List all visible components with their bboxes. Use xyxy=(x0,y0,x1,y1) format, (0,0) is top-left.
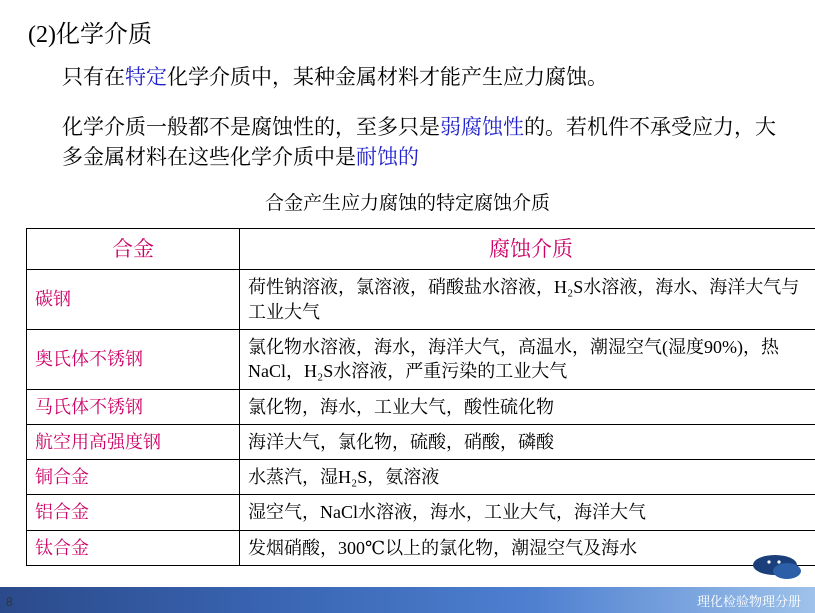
table-cell-alloy: 铜合金 xyxy=(27,460,240,495)
paragraph2-part1: 化学介质一般都不是腐蚀性的，至多只是 xyxy=(62,115,440,139)
table-cell-medium: 水蒸汽，湿H₂S，氨溶液 xyxy=(240,460,815,495)
paragraph1-highlight-specific: 特定 xyxy=(125,65,167,89)
table-row xyxy=(27,530,815,565)
footer-bar xyxy=(0,587,815,613)
table-cell-alloy: 钛合金 xyxy=(27,530,240,565)
table-header-alloy: 合金 xyxy=(27,229,240,270)
table-row xyxy=(27,329,815,389)
footer-brand-label: 理化检验物理分册 xyxy=(696,594,801,609)
table-row xyxy=(27,424,815,459)
table-cell-alloy: 航空用高强度钢 xyxy=(27,424,240,459)
paragraph-chemical-medium-2 xyxy=(62,112,782,173)
table-header-medium: 腐蚀介质 xyxy=(240,229,815,270)
wechat-logo-icon xyxy=(745,553,801,583)
alloy-corrosion-medium-table xyxy=(26,228,815,566)
table-cell-medium: 海洋大气，氯化物，硫酸，硝酸，磷酸 xyxy=(240,424,815,459)
table-cell-medium: 发烟硝酸，300℃以上的氯化物，潮湿空气及海水 xyxy=(240,530,815,565)
table-row xyxy=(27,460,815,495)
table-cell-medium: 湿空气，NaCl水溶液，海水，工业大气，海洋大气 xyxy=(240,495,815,530)
paragraph1-part2: 化学介质中，某种金属材料才能产生应力腐蚀。 xyxy=(167,65,608,89)
table-cell-alloy: 马氏体不锈钢 xyxy=(27,389,240,424)
table-caption: 合金产生应力腐蚀的特定腐蚀介质 xyxy=(264,193,550,214)
table-row xyxy=(27,270,815,330)
paragraph2-highlight-corrosion-resistant: 耐蚀的 xyxy=(356,145,419,170)
paragraph1-part1: 只有在 xyxy=(62,65,125,89)
table-cell-medium: 荷性钠溶液，氯溶液，硝酸盐水溶液，H₂S水溶液，海水、海洋大气与工业大气 xyxy=(240,270,815,330)
table-cell-alloy: 奥氏体不锈钢 xyxy=(27,329,240,389)
table-cell-medium: 氯化物水溶液，海水，海洋大气，高温水，潮湿空气(湿度90%)，热NaCl，H₂S水溶液，严重污染的工业大气 xyxy=(240,329,815,389)
page-number: 8 xyxy=(6,595,13,609)
table-row xyxy=(27,495,815,530)
paragraph-chemical-medium-1 xyxy=(62,62,792,92)
paragraph2-part2: 的。若机件不承受应力，大多金属材料在这些化学介质中是 xyxy=(62,115,776,170)
table-header-row xyxy=(27,229,815,270)
paragraph2-highlight-weak-corrosive: 弱腐蚀性 xyxy=(440,115,524,139)
table-cell-alloy: 碳钢 xyxy=(27,270,240,330)
page-title: (2)化学介质 xyxy=(28,22,152,48)
table-cell-medium: 氯化物，海水，工业大气，酸性硫化物 xyxy=(240,389,815,424)
table-cell-alloy: 铝合金 xyxy=(27,495,240,530)
table-row xyxy=(27,389,815,424)
